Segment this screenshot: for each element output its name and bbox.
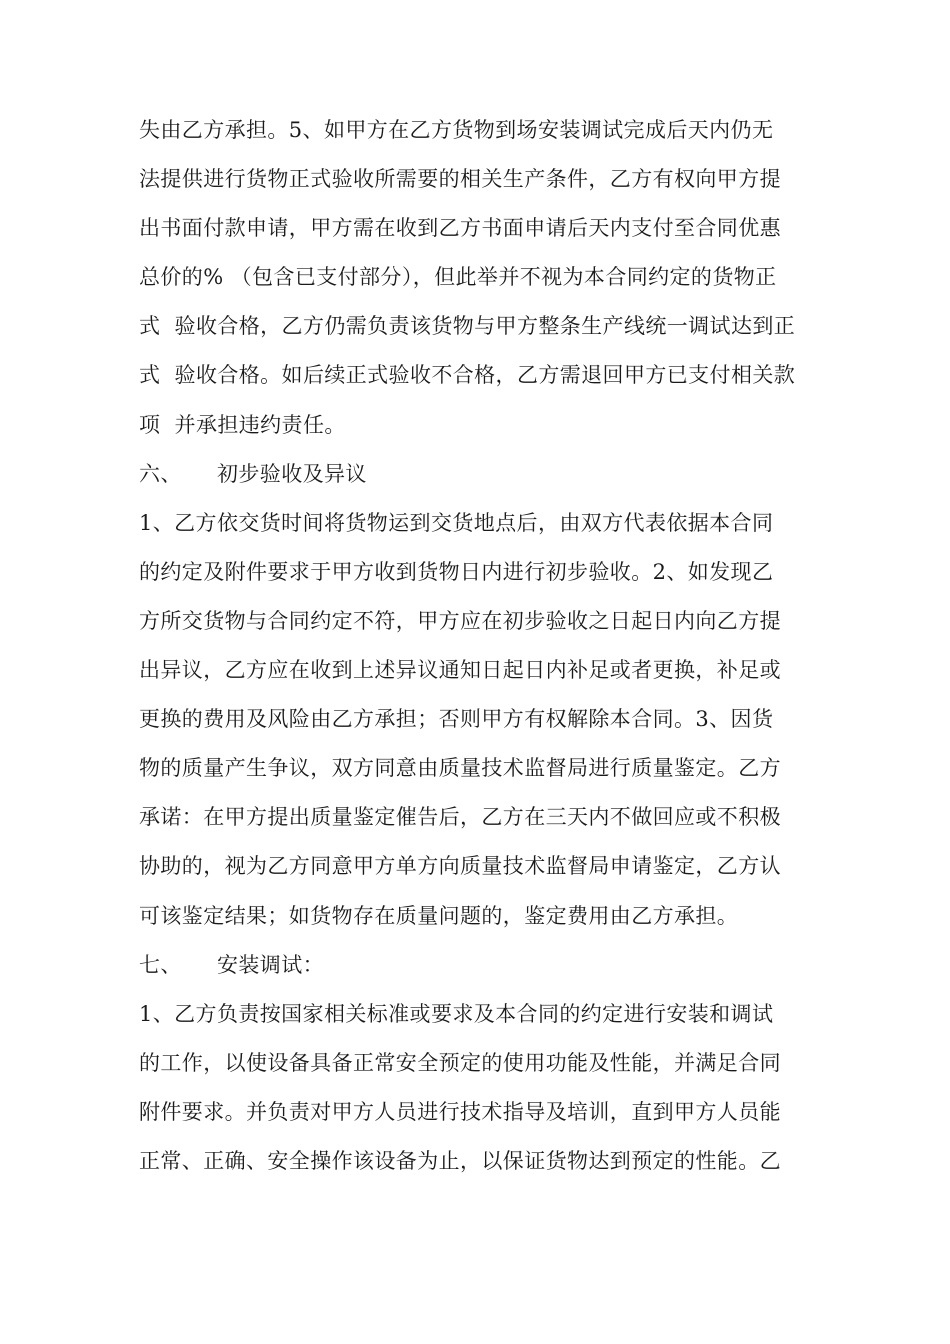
paragraph-line: 方所交货物与合同约定不符，甲方应在初步验收之日起日内向乙方提 — [139, 608, 781, 633]
section-number: 七、 — [139, 952, 182, 977]
section-heading-7 — [139, 941, 829, 990]
section-number: 六、 — [139, 461, 182, 486]
paragraph-line: 总价的% （包含已支付部分），但此举并不视为本合同约定的货物正 — [139, 265, 777, 290]
document-body — [139, 106, 829, 1186]
paragraph-line: 失由乙方承担。5、如甲方在乙方货物到场安装调试完成后天内仍无 — [139, 118, 774, 142]
paragraph-line: 可该鉴定结果；如货物存在质量问题的，鉴定费用由乙方承担。 — [139, 903, 739, 928]
section-title: 初步验收及异议 — [217, 461, 367, 486]
paragraph-line: 出异议，乙方应在收到上述异议通知日起日内补足或者更换，补足或 — [139, 658, 781, 683]
paragraph-line: 更换的费用及风险由乙方承担；否则甲方有权解除本合同。3、因货 — [139, 707, 774, 732]
paragraph-line: 出书面付款申请，甲方需在收到乙方书面申请后天内支付至合同优惠 — [139, 216, 781, 241]
paragraph-line: 的约定及附件要求于甲方收到货物日内进行初步验收。2、如发现乙 — [139, 559, 774, 584]
paragraph-line: 物的质量产生争议，双方同意由质量技术监督局进行质量鉴定。乙方 — [139, 756, 781, 781]
paragraph-line: 附件要求。并负责对甲方人员进行技术指导及培训，直到甲方人员能 — [139, 1099, 781, 1124]
section-title: 安装调试： — [217, 952, 324, 977]
paragraph-line: 式 验收合格。如后续正式验收不合格，乙方需退回甲方已支付相关款 — [139, 363, 796, 388]
paragraph-line: 1、乙方依交货时间将货物运到交货地点后，由双方代表依据本合同 — [139, 510, 774, 535]
paragraph-line: 的工作，以使设备具备正常安全预定的使用功能及性能，并满足合同 — [139, 1050, 781, 1075]
paragraph-line: 1、乙方负责按国家相关标准或要求及本合同的约定进行安装和调试 — [139, 1001, 774, 1026]
paragraph-line: 项 并承担违约责任。 — [139, 412, 346, 437]
paragraph-line: 法提供进行货物正式验收所需要的相关生产条件，乙方有权向甲方提 — [139, 167, 781, 192]
paragraph-line: 正常、正确、安全操作该设备为止，以保证货物达到预定的性能。乙 — [139, 1148, 781, 1173]
section-heading-6 — [139, 450, 829, 499]
paragraph-line: 协助的，视为乙方同意甲方单方向质量技术监督局申请鉴定，乙方认 — [139, 854, 781, 879]
paragraph-line: 式 验收合格，乙方仍需负责该货物与甲方整条生产线统一调试达到正 — [139, 314, 796, 339]
paragraph-line: 承诺：在甲方提出质量鉴定催告后，乙方在三天内不做回应或不积极 — [139, 805, 781, 830]
